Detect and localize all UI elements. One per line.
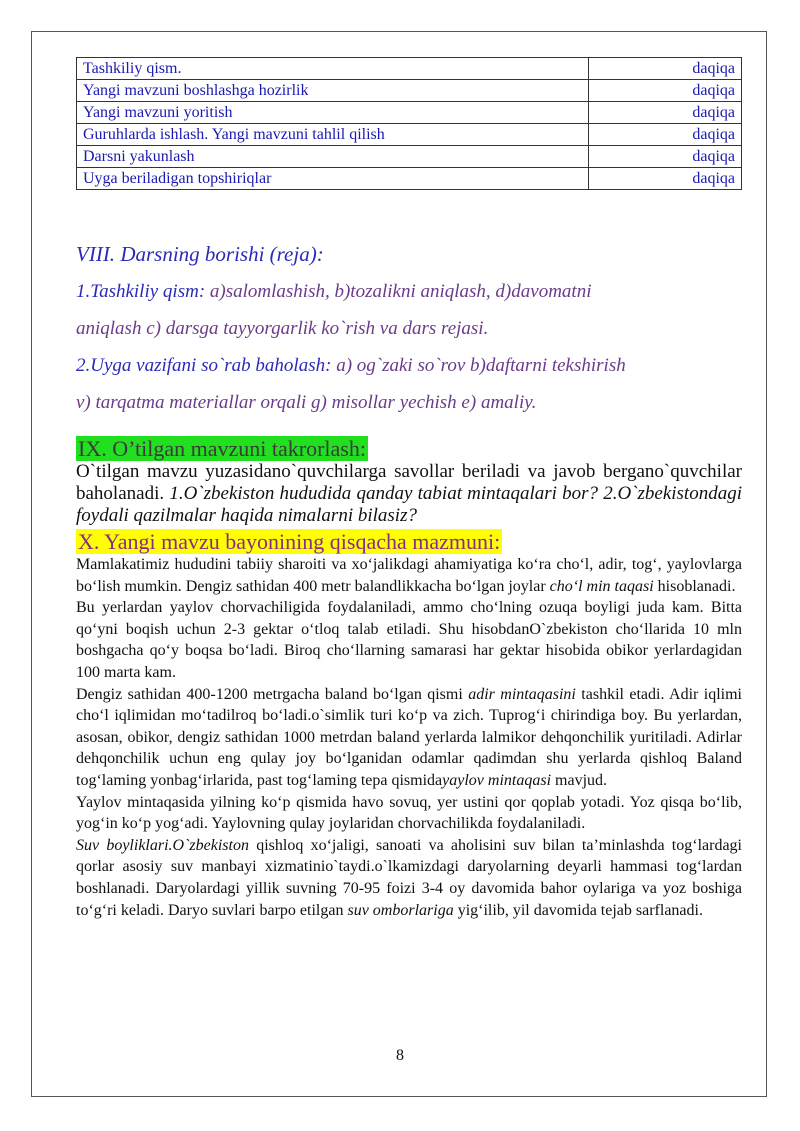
- p3-text-a: Dengiz sathidan 400-1200 metrgacha baland bo‘lgan qismi: [76, 685, 469, 703]
- section-viii-item1-line2: [76, 310, 742, 347]
- p1-text-a: Mamlakatimiz hududini tabiiy sharoiti va xo‘jalikdagi ahamiyatiga ko‘ra cho‘l, adir, tog‘, yaylovlarga bo‘lish mumkin. Dengiz sathidan 400 metr balandlikkacha bo‘lgan joylar: [76, 556, 742, 595]
- section-viii-item1: [76, 273, 742, 310]
- section-viii-item2-line2: [76, 384, 742, 421]
- table-row: [77, 124, 742, 146]
- section-viii-number: VIII.: [76, 242, 116, 266]
- table-row: [77, 168, 742, 190]
- paragraph-2: Bu yerlardan yaylov chorvachiligida foydalaniladi, ammo cho‘lning ozuqa boyligi juda kam. Bitta qo‘yni boqish uchun 2-3 gektar o‘tloq talab etiladi. Shu hisobdanO`zbekiston cho‘llarida 10 mln boshgacha qo‘y boqsa bo‘ladi. Biroq cho‘llarning samarasi har gektar hisobida obikor yerlardagidan 100 marta kam.: [76, 599, 742, 681]
- section-ix-questions: 1.O`zbekiston hududida qanday tabiat mintaqalari bor? 2.O`zbekistondagi foydali qazilmalar haqida nimalarni bilasiz?: [76, 483, 742, 526]
- plan-duration-unit: daqiqa: [589, 58, 742, 80]
- table-row: [77, 146, 742, 168]
- section-viii: [76, 236, 742, 421]
- plan-duration-unit: daqiqa: [589, 102, 742, 124]
- p3-text-b: tashkil etadi. Adir iqlimi cho‘l iqlimidan mo‘tadilroq bo‘ladi.o`simlik turi ko‘p va zich. Tuprog‘i chirindiga boy. Bu yerlardan, asosan, obikor, dengiz sathidan 1000 metrdan baland yerlarda lalmikor dehqonchilik yuritiladi. Adirlar dehqonchilik uchun eng qulay joy bo‘lganidan odamlar qadimdan shu yerlarda qishloq Baland tog‘laming yonbag‘irlarida, past tog‘laming tepa qismida: [76, 685, 742, 789]
- p1-text-b: hisoblanadi.: [653, 577, 736, 595]
- p5-italic-1: Suv boyliklari.O`zbekiston: [76, 836, 249, 854]
- item2-label: 2.Uyga vazifani so`rab baholash:: [76, 355, 332, 376]
- plan-item: Guruhlarda ishlash. Yangi mavzuni tahlil qilish: [77, 124, 589, 146]
- plan-item: Uyga beriladigan topshiriqlar: [77, 168, 589, 190]
- plan-item: Tashkiliy qism.: [77, 58, 589, 80]
- item2-line2: v) tarqatma materiallar orqali g) misollar yechish e) amaliy.: [76, 392, 537, 413]
- page-number: 8: [396, 1047, 404, 1064]
- plan-item: Yangi mavzuni yoritish: [77, 102, 589, 124]
- table-row: [77, 80, 742, 102]
- plan-duration-unit: daqiqa: [589, 168, 742, 190]
- section-viii-item2: [76, 347, 742, 384]
- p5-text-b: yig‘ilib, yil davomida tejab sarflanadi.: [453, 901, 703, 919]
- plan-duration-unit: daqiqa: [589, 124, 742, 146]
- page-content: [76, 57, 742, 921]
- lesson-plan-table: [76, 57, 742, 190]
- item1-text: a)salomlashish, b)tozalikni aniqlash, d)davomatni: [209, 281, 592, 302]
- section-viii-title: Darsning borishi (reja):: [120, 242, 324, 266]
- item2-text: a) og`zaki so`rov b)daftarni tekshirish: [336, 355, 626, 376]
- p3-italic-1: adir mintaqasini: [468, 685, 576, 703]
- paragraph-4: Yaylov mintaqasida yilning ko‘p qismida havo sovuq, yer ustini qor qoplab yotadi. Yoz qisqa bo‘lib, yog‘in ko‘p yog‘adi. Yaylovning qulay joylaridan chorvachilikda foydalaniladi.: [76, 793, 742, 833]
- item1-line2: aniqlash c) darsga tayyorgarlik ko`rish va dars rejasi.: [76, 318, 489, 339]
- p3-text-c: mavjud.: [551, 771, 608, 789]
- paragraph-1: [76, 554, 742, 597]
- plan-duration-unit: daqiqa: [589, 146, 742, 168]
- paragraph-5: [76, 835, 742, 921]
- section-ix-text: [76, 461, 742, 527]
- p5-text-a: qishloq xo‘jaligi, sanoati va aholisini suv bilan ta’minlashda tog‘lardagi qorlar asosiy suv manbayi xizmatinio`taydi.o`lkamizdagi daryolarning deyarli hammasi tog‘lardan boshlanadi. Daryolardagi yillik suvning 70-95 foizi 3-4 oy davomida bahor oylariga va yoz boshiga to‘g‘ri keladi. Daryo suvlari barpo etilgan: [76, 836, 742, 919]
- p1-italic: cho‘l min taqasi: [549, 577, 654, 595]
- section-ix-plain: O`tilgan mavzu yuzasidano`quvchilarga savollar beriladi va javob bergano`quvchilar baholanadi.: [76, 461, 742, 504]
- section-x-title: X. Yangi mavzu bayonining qisqacha mazmuni:: [78, 529, 501, 554]
- paragraph-3: [76, 684, 742, 792]
- plan-item: Darsni yakunlash: [77, 146, 589, 168]
- table-row: [77, 102, 742, 124]
- plan-duration-unit: daqiqa: [589, 80, 742, 102]
- item1-label: 1.Tashkiliy qism:: [76, 281, 206, 302]
- p5-italic-2: suv omborlariga: [347, 901, 454, 919]
- p3-italic-2: yaylov mintaqasi: [442, 771, 552, 789]
- table-row: [77, 58, 742, 80]
- section-ix-title: IX. O’tilgan mavzuni takrorlash:: [78, 436, 366, 461]
- plan-item: Yangi mavzuni boshlashga hozirlik: [77, 80, 589, 102]
- section-viii-heading: [76, 236, 742, 273]
